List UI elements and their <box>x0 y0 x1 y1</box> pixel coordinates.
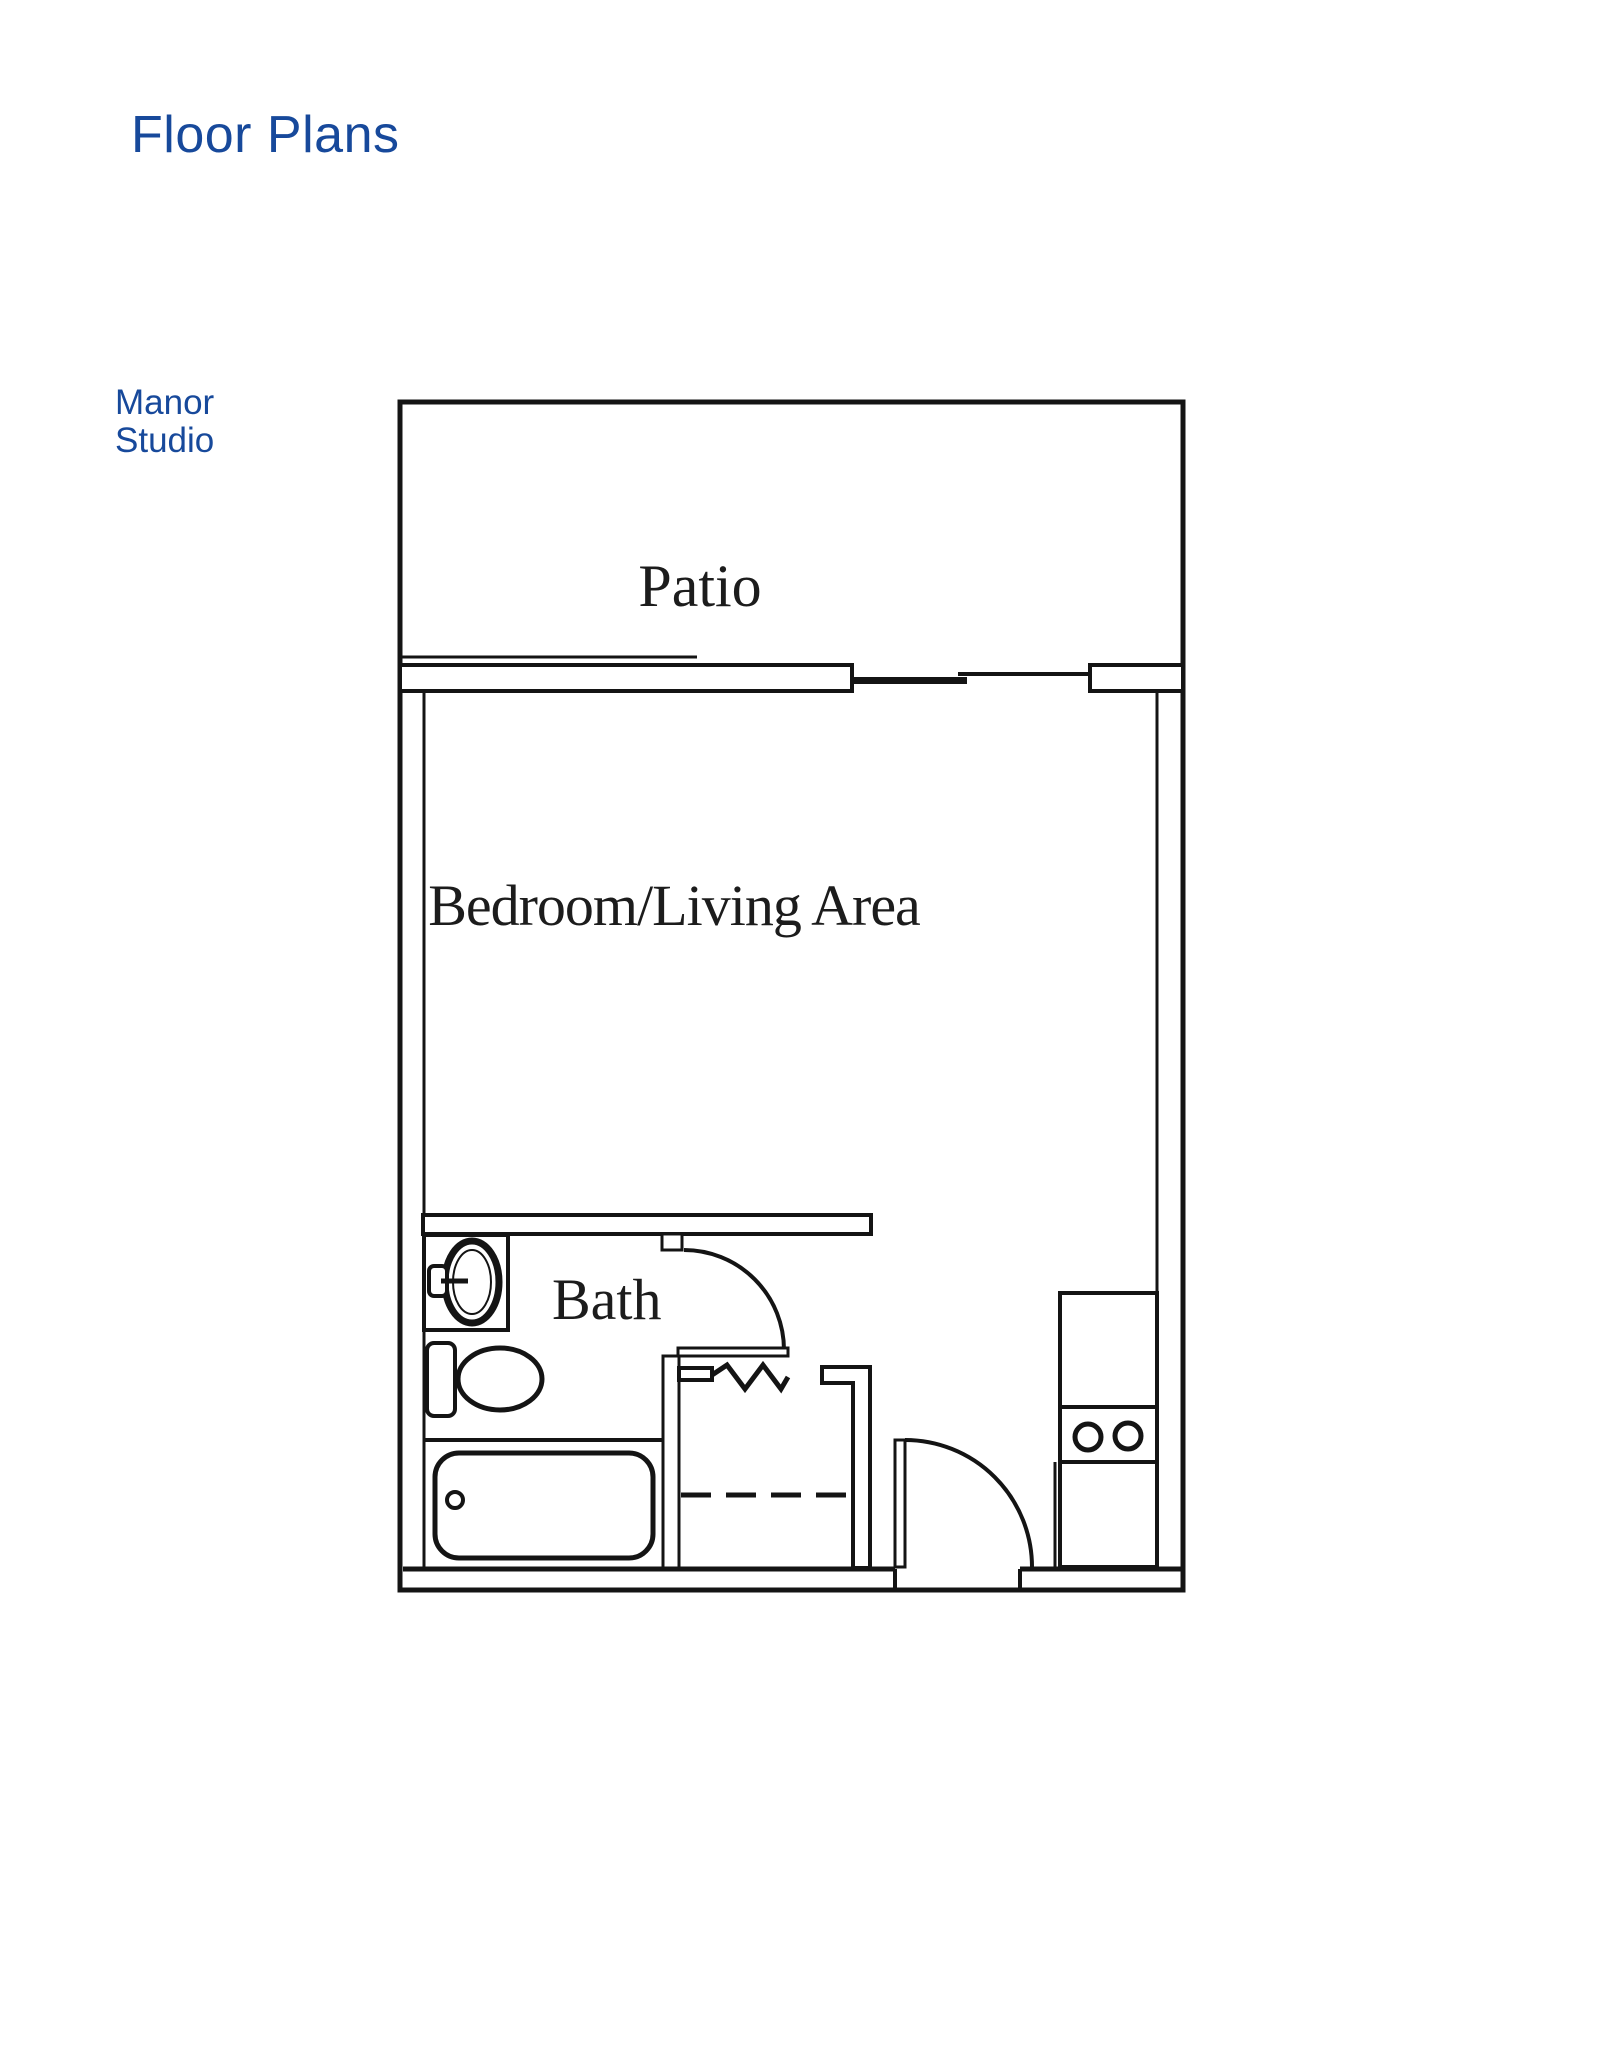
page-title: Floor Plans <box>131 106 400 164</box>
toilet-bowl <box>458 1348 542 1410</box>
toilet-tank <box>427 1343 455 1416</box>
patio-sliding-door-wall <box>400 657 1183 691</box>
bath-door-swing-arc <box>684 1250 784 1350</box>
closet-zigzag-symbol <box>712 1365 788 1389</box>
room-label-bath: Bath <box>552 1267 662 1332</box>
sliding-door-panel <box>852 677 967 684</box>
bedroom-inner-walls <box>424 691 1157 1568</box>
stove-burner-right <box>1115 1423 1141 1449</box>
bathtub <box>424 1440 662 1558</box>
stove-burner-left <box>1075 1424 1101 1450</box>
bath-wall <box>423 1215 871 1234</box>
bathroom-vanity-sink <box>424 1235 508 1330</box>
plan-name-line1: Manor <box>115 383 215 422</box>
kitchen-counter <box>1055 1293 1157 1567</box>
entry-door-swing-arc <box>905 1440 1032 1567</box>
closet <box>663 1356 870 1568</box>
plan-name-line2: Studio <box>115 421 215 460</box>
closet-left-wall <box>663 1356 679 1568</box>
bath-door <box>662 1234 788 1356</box>
bath-door-leaf <box>678 1348 788 1356</box>
entry-door-leaf <box>895 1440 905 1567</box>
bottom-wall <box>403 1569 1181 1588</box>
tub-drain <box>447 1492 463 1508</box>
closet-right-wall <box>822 1367 870 1568</box>
room-label-patio: Patio <box>638 553 762 619</box>
entry-door <box>895 1440 1032 1567</box>
toilet <box>427 1343 542 1416</box>
bath-door-jamb <box>662 1234 682 1250</box>
room-label-bedroom-living-area: Bedroom/Living Area <box>428 873 920 938</box>
